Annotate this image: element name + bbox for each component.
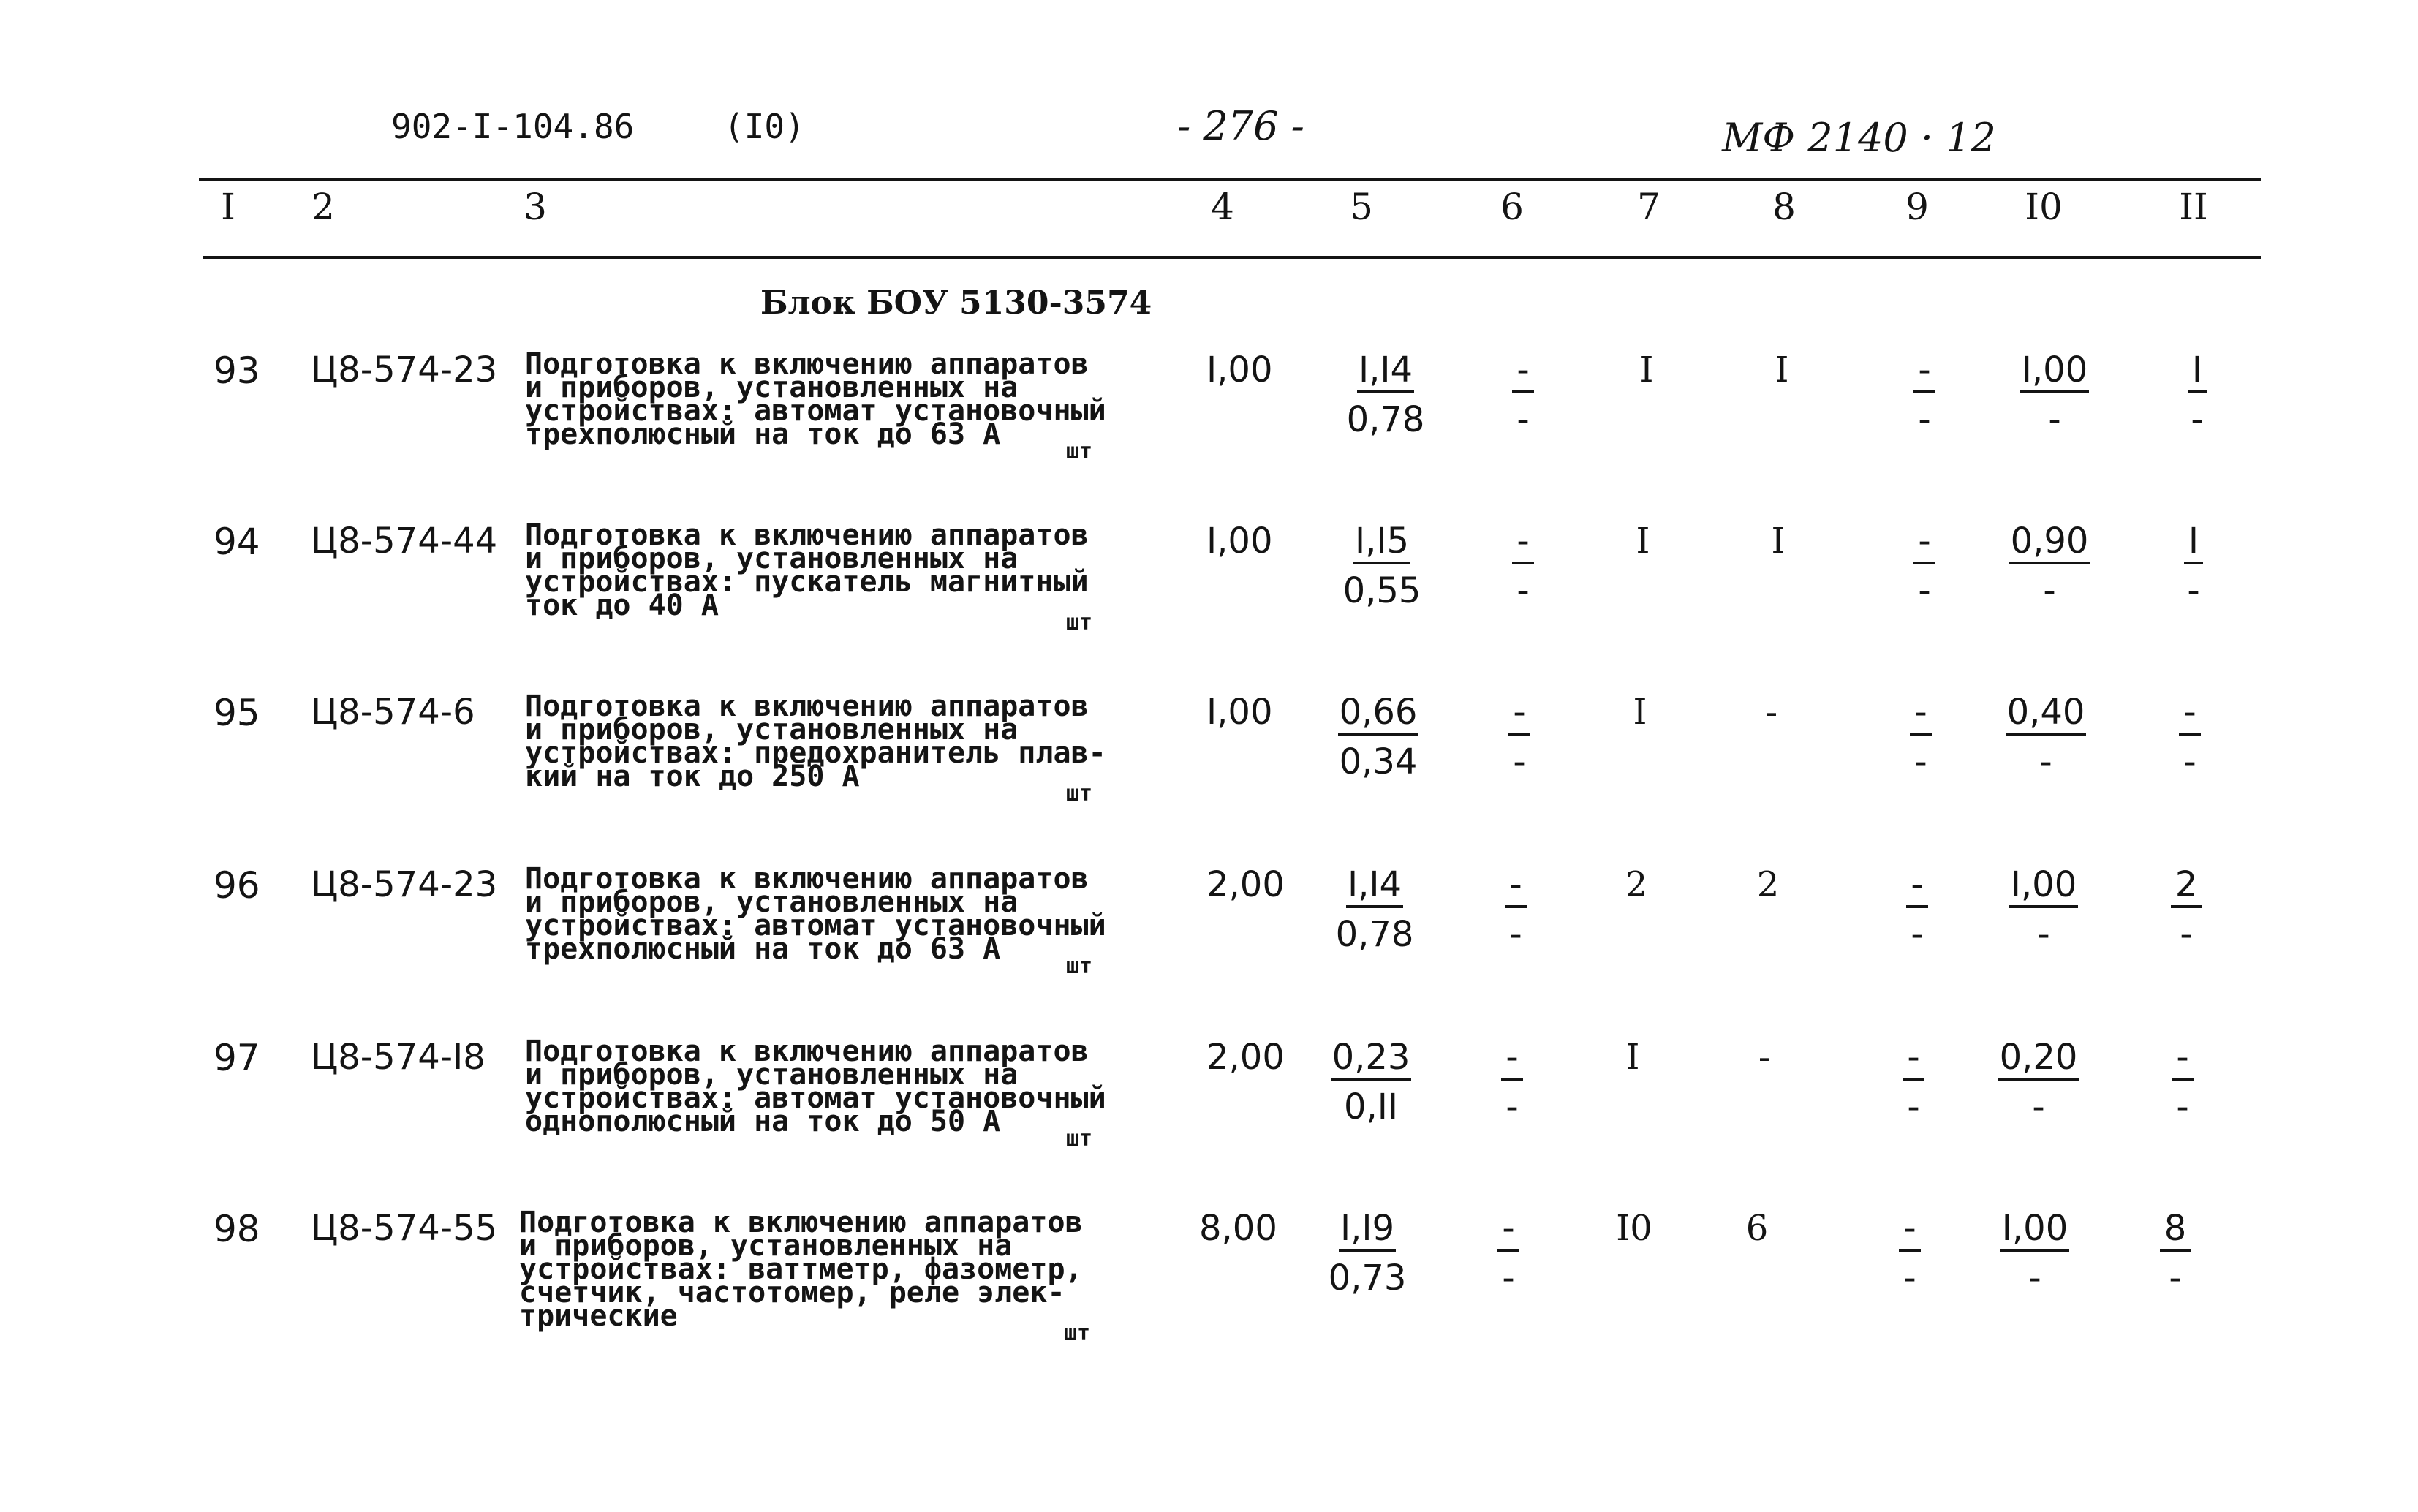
col5-top: 0,23 [1331,1040,1412,1081]
col11-top: 2 [2171,867,2202,908]
col10-bottom: - [2048,399,2061,440]
table-row [0,347,2418,522]
row-col8: - [1758,1037,1771,1078]
col6-bottom: - [1509,914,1522,955]
row-col9 [1870,1037,1957,1127]
col5-top: I,I5 [1353,523,1410,564]
column-header-8: 8 [1772,186,1796,228]
row-number: 95 [214,692,260,734]
row-col6 [1479,349,1567,440]
page-number: - 276 - [1177,103,1304,149]
col10-bottom: - [2032,1086,2045,1127]
col10-top: I,00 [2000,1211,2070,1252]
row-col10 [1989,349,2120,440]
row-col6 [1472,864,1560,955]
column-header-4: 4 [1211,186,1234,228]
table-row [0,1035,2418,1209]
row-col10 [1980,692,2112,782]
part-number: (I0) [724,107,805,146]
col5-bottom: 0,II [1343,1086,1399,1127]
row-col11 [2153,349,2241,440]
row-col7: I [1625,1037,1640,1078]
column-header-2: 2 [311,186,335,228]
row-col6 [1479,521,1567,611]
row-code: Ц8-574-44 [311,521,498,562]
col11-top: I [2184,523,2203,564]
handwritten-reference: МФ 2140 · 12 [1722,115,1996,161]
col10-bottom: - [2028,1258,2041,1299]
col11-bottom: - [2187,570,2200,611]
col10-top: 0,20 [1998,1040,2079,1081]
row-col11 [2142,864,2230,955]
row-quantity: I,00 [1206,521,1273,562]
row-col7: I [1636,521,1650,562]
row-col9 [1866,1208,1954,1299]
col11-bottom: - [2183,741,2196,782]
row-quantity: 2,00 [1206,864,1285,905]
col6-bottom: - [1516,570,1530,611]
row-unit: шт [1066,781,1093,806]
col5-top: I,I4 [1346,867,1403,908]
row-number: 94 [214,521,260,563]
row-number: 96 [214,864,260,907]
table-row [0,1206,2418,1401]
row-col5 [1316,521,1448,611]
col5-bottom: 0,78 [1346,399,1425,440]
row-quantity: I,00 [1206,349,1273,390]
col9-bottom: - [1903,1258,1916,1299]
column-header-11: II [2179,186,2208,228]
row-col7: 2 [1625,864,1648,905]
table-row [0,862,2418,1037]
row-unit: шт [1066,953,1093,979]
col6-top: - [1508,695,1530,736]
col6-bottom: - [1516,399,1530,440]
col10-bottom: - [2037,914,2050,955]
row-number: 97 [214,1037,260,1079]
row-description: Подготовка к включению аппаратов и приборов, установленных на устройствах: ваттметр, фазометр, счетчик, частотомер, реле элек- трические [519,1206,1083,1333]
row-col6 [1468,1037,1556,1127]
col9-top: - [1910,695,1931,736]
col9-top: - [1899,1211,1920,1252]
table-top-rule [199,178,2261,181]
col9-bottom: - [1907,1086,1920,1127]
table-row [0,518,2418,693]
row-unit: шт [1064,1320,1091,1346]
col5-bottom: 0,55 [1342,570,1421,611]
col11-top: I [2188,352,2207,393]
col5-top: 0,66 [1338,695,1419,736]
col5-bottom: 0,34 [1339,741,1418,782]
row-col11 [2131,1208,2219,1299]
col11-bottom: - [2176,1086,2189,1127]
row-col5 [1320,349,1451,440]
col6-top: - [1512,523,1533,564]
row-col8: - [1765,692,1778,733]
row-number: 98 [214,1208,260,1250]
row-description: Подготовка к включению аппаратов и приборов, установленных на устройствах: пускатель магнитный ток до 40 А [525,518,1089,622]
section-title: Блок БОУ 5130-3574 [760,284,1152,322]
row-col5 [1312,692,1444,782]
row-unit: шт [1066,1126,1093,1152]
row-col9 [1881,521,1968,611]
col11-bottom: - [2180,914,2193,955]
row-col5 [1301,1208,1433,1299]
col9-bottom: - [1911,914,1924,955]
row-description: Подготовка к включению аппаратов и приборов, установленных на устройствах: автомат установочный трехполюсный на ток до 63 А [525,862,1106,966]
row-col11 [2150,521,2237,611]
row-col7: I [1633,692,1647,733]
col5-bottom: 0,78 [1335,914,1414,955]
row-col8: 2 [1756,864,1780,905]
row-unit: шт [1066,610,1093,635]
column-header-3: 3 [524,186,547,228]
row-description: Подготовка к включению аппаратов и приборов, установленных на устройствах: предохранитель плав- кий на ток до 250 А [525,689,1106,793]
col6-bottom: - [1513,741,1526,782]
column-header-10: I0 [2025,186,2063,228]
col9-top: - [1913,352,1935,393]
col5-top: I,I9 [1339,1211,1396,1252]
col11-top: - [2172,1040,2193,1081]
table-row [0,689,2418,864]
row-description: Подготовка к включению аппаратов и приборов, установленных на устройствах: автомат установочный трехполюсный на ток до 63 А [525,347,1106,451]
col10-top: 0,40 [2006,695,2087,736]
col9-bottom: - [1914,741,1927,782]
row-col9 [1877,692,1965,782]
col10-top: I,00 [2020,352,2090,393]
column-header-6: 6 [1500,186,1524,228]
row-code: Ц8-574-23 [311,349,498,390]
row-col9 [1873,864,1961,955]
table-header-rule [203,256,2261,259]
document-code: 902-I-104.86 [391,107,635,146]
column-header-9: 9 [1905,186,1929,228]
row-col10 [1973,1037,2104,1127]
col11-bottom: - [2191,399,2204,440]
row-col5 [1305,1037,1437,1127]
col10-top: 0,90 [2009,523,2090,564]
row-col10 [1969,1208,2101,1299]
row-col7: I [1639,349,1654,390]
row-code: Ц8-574-55 [311,1208,498,1249]
col9-bottom: - [1918,570,1931,611]
row-col8: I [1771,521,1786,562]
row-col6 [1465,1208,1552,1299]
col11-top: - [2179,695,2200,736]
row-col9 [1881,349,1968,440]
row-number: 93 [214,349,260,392]
row-unit: шт [1066,439,1093,464]
row-col10 [1978,864,2109,955]
row-col5 [1309,864,1440,955]
col9-bottom: - [1918,399,1931,440]
col9-top: - [1903,1040,1924,1081]
col9-top: - [1906,867,1927,908]
col6-top: - [1497,1211,1519,1252]
col6-bottom: - [1502,1258,1515,1299]
row-col8: 6 [1745,1208,1769,1249]
column-header-5: 5 [1350,186,1373,228]
row-col6 [1476,692,1563,782]
row-col11 [2146,692,2234,782]
column-header-1: I [221,186,235,228]
row-quantity: 8,00 [1199,1208,1277,1249]
col9-top: - [1913,523,1935,564]
row-col11 [2139,1037,2226,1127]
col10-bottom: - [2043,570,2056,611]
col10-bottom: - [2039,741,2052,782]
row-quantity: 2,00 [1206,1037,1285,1078]
row-col7: I0 [1616,1208,1652,1249]
col6-top: - [1505,867,1526,908]
row-col10 [1984,521,2115,611]
row-col8: I [1775,349,1789,390]
col6-top: - [1501,1040,1522,1081]
col5-bottom: 0,73 [1328,1258,1407,1299]
col10-top: I,00 [2009,867,2079,908]
row-description: Подготовка к включению аппаратов и приборов, установленных на устройствах: автомат установочный однополюсный на ток до 50 А [525,1035,1106,1138]
row-quantity: I,00 [1206,692,1273,733]
col6-top: - [1512,352,1533,393]
col5-top: I,I4 [1357,352,1414,393]
col11-top: 8 [2160,1211,2191,1252]
row-code: Ц8-574-23 [311,864,498,905]
col11-bottom: - [2169,1258,2182,1299]
col6-bottom: - [1505,1086,1519,1127]
column-header-7: 7 [1637,186,1661,228]
row-code: Ц8-574-I8 [311,1037,486,1078]
row-code: Ц8-574-6 [311,692,475,733]
